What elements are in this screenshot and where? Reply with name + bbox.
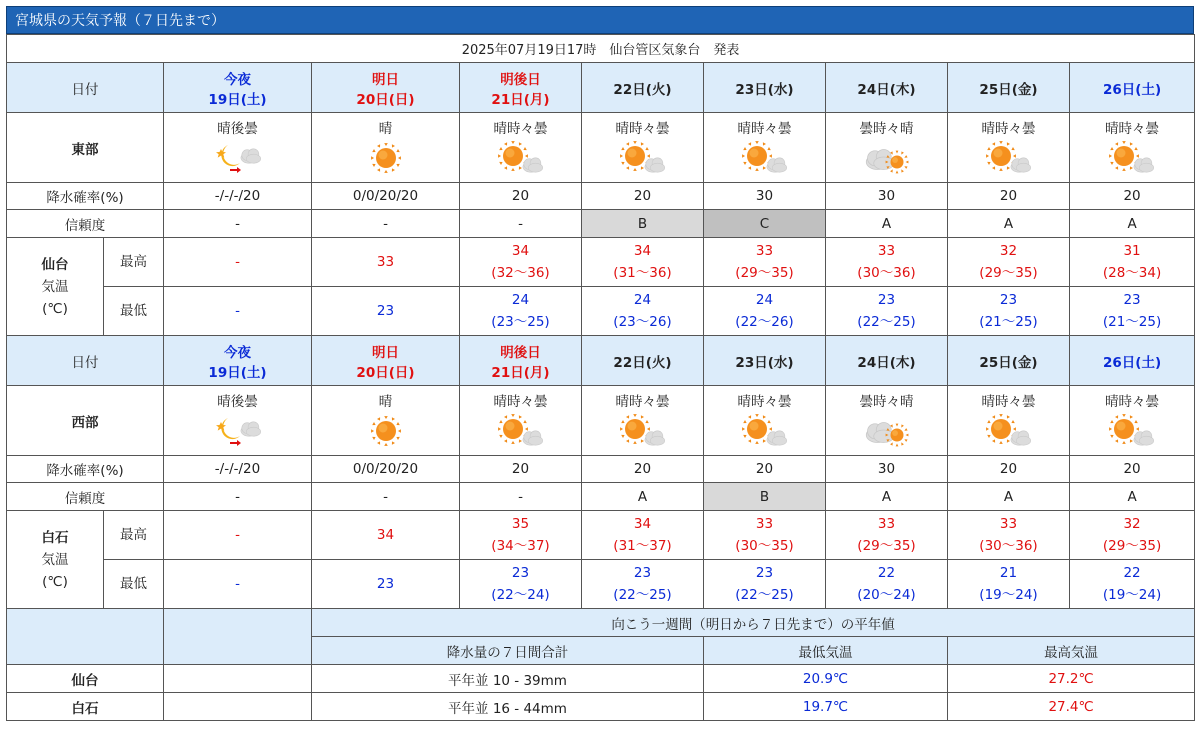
max-temp-value: -	[235, 527, 240, 543]
day-name: 明日	[372, 344, 399, 361]
pop-value: 20	[1070, 183, 1195, 210]
weather-text: 晴時々曇	[737, 393, 792, 410]
sun-cloud-icon	[704, 141, 825, 175]
min-temp-value: 23	[755, 565, 774, 581]
weather-cell	[460, 386, 582, 456]
sun-cloud-icon	[704, 414, 825, 448]
temp-city-label	[7, 238, 104, 336]
max-temp-value: 31	[1123, 243, 1141, 259]
pop-value: 20	[704, 456, 826, 483]
day-date: 24日(木)	[857, 354, 916, 371]
weather-text: 曇時々晴	[859, 120, 914, 137]
normals-min: 20.9℃	[704, 665, 948, 693]
forecast-table	[6, 34, 1195, 721]
max-temp-cell	[704, 238, 826, 287]
sun-icon	[312, 141, 459, 175]
temp-label: 気温	[41, 278, 69, 295]
normals-precip-head: 降水量の７日間合計	[312, 637, 704, 665]
reliability-row	[7, 210, 1195, 238]
max-temp-value: 34	[376, 527, 395, 543]
min-temp-value: 23	[633, 565, 652, 581]
day-header	[164, 63, 312, 113]
date-label: 日付	[7, 63, 164, 113]
sun-cloud-icon	[1070, 141, 1194, 175]
min-label: 最低	[104, 560, 164, 609]
max-temp-range: (28〜34)	[1102, 265, 1162, 281]
min-temp-value: 24	[755, 292, 774, 308]
day-header	[948, 63, 1070, 113]
city-name: 白石	[41, 529, 69, 546]
weather-cell	[704, 386, 826, 456]
pop-value: 0/0/20/20	[312, 456, 460, 483]
max-label: 最高	[104, 511, 164, 560]
day-name: 明後日	[500, 344, 541, 361]
sun-cloud-icon	[460, 414, 581, 448]
weather-text: 晴後曇	[217, 393, 258, 410]
day-header	[312, 63, 460, 113]
reliability-value: B	[582, 210, 704, 238]
min-temp-value: 24	[633, 292, 652, 308]
pop-label: 降水確率(%)	[7, 456, 164, 483]
max-temp-cell	[312, 511, 460, 560]
day-header	[826, 63, 948, 113]
min-temp-row	[7, 560, 1195, 609]
min-temp-range: (23〜25)	[491, 314, 550, 330]
reliability-value: -	[164, 483, 312, 511]
reliability-value: -	[460, 483, 582, 511]
max-temp-cell	[460, 511, 582, 560]
date-header-row	[7, 63, 1195, 113]
day-header	[704, 63, 826, 113]
min-temp-value: 22	[877, 565, 896, 581]
min-temp-cell	[312, 287, 460, 336]
max-temp-value: 34	[511, 243, 530, 259]
normals-min: 19.7℃	[704, 693, 948, 721]
max-temp-value: 33	[999, 516, 1018, 532]
min-temp-cell	[948, 287, 1070, 336]
min-temp-cell	[582, 287, 704, 336]
max-temp-cell	[460, 238, 582, 287]
max-temp-cell	[948, 511, 1070, 560]
max-temp-value: 34	[633, 516, 652, 532]
date-label: 日付	[7, 336, 164, 386]
max-temp-cell	[948, 238, 1070, 287]
min-temp-range: (19〜24)	[979, 587, 1038, 603]
weather-text: 晴時々曇	[615, 393, 670, 410]
temp-unit: (℃)	[42, 300, 68, 317]
weather-text: 晴時々曇	[1105, 120, 1160, 137]
max-temp-range: (30〜36)	[857, 265, 916, 281]
reliability-value: B	[704, 483, 826, 511]
max-temp-row	[7, 511, 1195, 560]
weather-cell	[460, 113, 582, 183]
day-header	[312, 336, 460, 386]
pop-value: 20	[1070, 456, 1195, 483]
max-temp-cell	[582, 238, 704, 287]
sun-cloud-icon	[948, 141, 1069, 175]
day-header	[460, 336, 582, 386]
normals-blank	[164, 609, 312, 665]
min-temp-row	[7, 287, 1195, 336]
sun-icon	[312, 414, 459, 448]
min-temp-value: 23	[376, 576, 395, 592]
day-date: 20日(日)	[356, 364, 415, 381]
reliability-label: 信頼度	[7, 210, 164, 238]
max-label: 最高	[104, 238, 164, 287]
min-temp-cell	[312, 560, 460, 609]
day-header	[1070, 336, 1195, 386]
reliability-value: A	[948, 483, 1070, 511]
day-date: 20日(日)	[356, 91, 415, 108]
page-title: 宮城県の天気予報（７日先まで）	[6, 6, 1194, 34]
min-temp-cell	[582, 560, 704, 609]
pop-value: 20	[582, 456, 704, 483]
weather-cell	[582, 386, 704, 456]
weather-cell	[582, 113, 704, 183]
pop-value: 30	[826, 183, 948, 210]
pop-value: 20	[460, 183, 582, 210]
max-temp-value: 33	[877, 516, 896, 532]
reliability-value: -	[460, 210, 582, 238]
min-temp-value: 24	[511, 292, 530, 308]
min-temp-value: 23	[999, 292, 1018, 308]
day-header	[1070, 63, 1195, 113]
min-temp-value: 23	[511, 565, 530, 581]
max-temp-cell	[826, 238, 948, 287]
weather-text: 晴時々曇	[615, 120, 670, 137]
min-temp-cell	[948, 560, 1070, 609]
min-temp-range: (22〜25)	[857, 314, 916, 330]
weather-row	[7, 113, 1195, 183]
city-name: 仙台	[41, 256, 69, 273]
weather-cell	[704, 113, 826, 183]
normals-precip: 平年並 16 - 44mm	[312, 693, 704, 721]
max-temp-row	[7, 238, 1195, 287]
day-header	[460, 63, 582, 113]
max-temp-cell	[312, 238, 460, 287]
normals-empty	[164, 665, 312, 693]
max-temp-range: (31〜37)	[613, 538, 672, 554]
day-name: 明日	[372, 71, 399, 88]
sun-cloud-icon	[582, 414, 703, 448]
normals-min-head: 最低気温	[704, 637, 948, 665]
min-temp-cell	[460, 560, 582, 609]
min-temp-cell	[704, 560, 826, 609]
max-temp-cell	[582, 511, 704, 560]
day-date: 19日(土)	[208, 91, 267, 108]
reliability-value: A	[948, 210, 1070, 238]
weather-text: 晴時々曇	[493, 120, 548, 137]
max-temp-range: (32〜36)	[491, 265, 550, 281]
reliability-row	[7, 483, 1195, 511]
reliability-label: 信頼度	[7, 483, 164, 511]
max-temp-cell	[1070, 511, 1195, 560]
day-date: 26日(土)	[1102, 354, 1162, 371]
pop-row	[7, 456, 1195, 483]
weather-text: 晴時々曇	[981, 120, 1036, 137]
max-temp-range: (29〜35)	[857, 538, 916, 554]
max-temp-value: 32	[999, 243, 1018, 259]
weather-cell	[948, 113, 1070, 183]
max-temp-value: 35	[511, 516, 530, 532]
pop-value: 20	[460, 456, 582, 483]
day-name: 明後日	[500, 71, 541, 88]
day-date: 22日(火)	[613, 81, 672, 98]
max-temp-cell	[704, 511, 826, 560]
pop-value: 20	[948, 183, 1070, 210]
weather-cell	[948, 386, 1070, 456]
weather-row	[7, 386, 1195, 456]
max-temp-cell	[1070, 238, 1195, 287]
moon-then-cloud-icon	[164, 141, 311, 175]
min-label: 最低	[104, 287, 164, 336]
weather-cell	[826, 113, 948, 183]
weather-text: 晴時々曇	[981, 393, 1036, 410]
pop-row	[7, 183, 1195, 210]
min-temp-range: (22〜25)	[613, 587, 672, 603]
max-temp-value: 32	[1123, 516, 1141, 532]
day-date: 23日(水)	[735, 354, 794, 371]
normals-row	[7, 693, 1195, 721]
day-date: 22日(火)	[613, 354, 672, 371]
cloud-sun-icon	[826, 414, 947, 448]
min-temp-range: (20〜24)	[857, 587, 916, 603]
weather-cell	[164, 386, 312, 456]
min-temp-range: (19〜24)	[1102, 587, 1162, 603]
min-temp-cell	[1070, 287, 1195, 336]
reliability-value: -	[312, 483, 460, 511]
weather-text: 晴時々曇	[1105, 393, 1160, 410]
max-temp-value: -	[235, 254, 240, 270]
reliability-value: A	[1070, 210, 1195, 238]
normals-city: 仙台	[7, 665, 164, 693]
min-temp-value: 23	[877, 292, 896, 308]
max-temp-value: 33	[755, 243, 774, 259]
normals-empty	[164, 693, 312, 721]
announcement: 2025年07月19日17時 仙台管区気象台 発表	[7, 35, 1195, 63]
min-temp-range: (22〜26)	[735, 314, 794, 330]
min-temp-range: (22〜24)	[491, 587, 550, 603]
max-temp-range: (29〜35)	[1102, 538, 1162, 554]
min-temp-cell	[826, 287, 948, 336]
normals-max: 27.2℃	[948, 665, 1195, 693]
day-date: 23日(水)	[735, 81, 794, 98]
weather-cell	[312, 386, 460, 456]
region-name: 東部	[7, 113, 164, 183]
day-header	[948, 336, 1070, 386]
sun-cloud-icon	[1070, 414, 1194, 448]
min-temp-value: 22	[1123, 565, 1141, 581]
sun-cloud-icon	[582, 141, 703, 175]
normals-heading-row	[7, 609, 1195, 637]
moon-then-cloud-icon	[164, 414, 311, 448]
min-temp-value: -	[235, 576, 240, 592]
pop-value: 0/0/20/20	[312, 183, 460, 210]
reliability-value: A	[826, 210, 948, 238]
day-date: 26日(土)	[1102, 81, 1162, 98]
max-temp-cell	[826, 511, 948, 560]
normals-corner	[7, 609, 164, 665]
cloud-sun-icon	[826, 141, 947, 175]
weather-text: 晴時々曇	[493, 393, 548, 410]
min-temp-range: (23〜26)	[613, 314, 672, 330]
pop-value: -/-/-/20	[164, 183, 312, 210]
reliability-value: A	[582, 483, 704, 511]
day-header	[704, 336, 826, 386]
sun-cloud-icon	[460, 141, 581, 175]
reliability-value: A	[1070, 483, 1195, 511]
min-temp-cell	[826, 560, 948, 609]
min-temp-cell	[164, 287, 312, 336]
weather-text: 晴	[378, 120, 393, 137]
max-temp-cell	[164, 238, 312, 287]
max-temp-range: (31〜36)	[613, 265, 672, 281]
normals-max: 27.4℃	[948, 693, 1195, 721]
max-temp-value: 33	[376, 254, 395, 270]
day-date: 21日(月)	[491, 364, 550, 381]
normals-precip: 平年並 10 - 39mm	[312, 665, 704, 693]
min-temp-cell	[704, 287, 826, 336]
day-date: 25日(金)	[979, 81, 1038, 98]
weather-cell	[1070, 113, 1195, 183]
day-date: 25日(金)	[979, 354, 1038, 371]
min-temp-cell	[164, 560, 312, 609]
pop-value: 30	[704, 183, 826, 210]
max-temp-range: (34〜37)	[491, 538, 550, 554]
reliability-value: A	[826, 483, 948, 511]
reliability-value: -	[312, 210, 460, 238]
pop-value: 20	[582, 183, 704, 210]
min-temp-value: 23	[376, 303, 395, 319]
temp-label: 気温	[41, 551, 69, 568]
normals-row	[7, 665, 1195, 693]
weather-cell	[1070, 386, 1195, 456]
min-temp-cell	[1070, 560, 1195, 609]
pop-label: 降水確率(%)	[7, 183, 164, 210]
day-date: 24日(木)	[857, 81, 916, 98]
weather-cell	[312, 113, 460, 183]
day-name: 今夜	[224, 71, 251, 88]
reliability-value: C	[704, 210, 826, 238]
min-temp-value: 21	[999, 565, 1018, 581]
normals-heading: 向こう一週間（明日から７日先まで）の平年値	[312, 609, 1195, 637]
max-temp-value: 34	[633, 243, 652, 259]
max-temp-value: 33	[755, 516, 774, 532]
day-header	[582, 63, 704, 113]
normals-city: 白石	[7, 693, 164, 721]
weather-cell	[826, 386, 948, 456]
weather-text: 晴後曇	[217, 120, 258, 137]
max-temp-range: (29〜35)	[735, 265, 794, 281]
min-temp-range: (21〜25)	[979, 314, 1038, 330]
day-header	[164, 336, 312, 386]
region-name: 西部	[7, 386, 164, 456]
max-temp-range: (30〜36)	[979, 538, 1038, 554]
temp-city-label	[7, 511, 104, 609]
date-header-row	[7, 336, 1195, 386]
weather-text: 晴時々曇	[737, 120, 792, 137]
pop-value: 30	[826, 456, 948, 483]
max-temp-cell	[164, 511, 312, 560]
min-temp-cell	[460, 287, 582, 336]
max-temp-range: (30〜35)	[735, 538, 794, 554]
min-temp-range: (22〜25)	[735, 587, 794, 603]
pop-value: 20	[948, 456, 1070, 483]
min-temp-range: (21〜25)	[1102, 314, 1162, 330]
temp-unit: (℃)	[42, 573, 68, 590]
day-date: 19日(土)	[208, 364, 267, 381]
min-temp-value: -	[235, 303, 240, 319]
pop-value: -/-/-/20	[164, 456, 312, 483]
weather-cell	[164, 113, 312, 183]
reliability-value: -	[164, 210, 312, 238]
day-header	[826, 336, 948, 386]
sun-cloud-icon	[948, 414, 1069, 448]
weather-text: 晴	[378, 393, 393, 410]
day-header	[582, 336, 704, 386]
normals-max-head: 最高気温	[948, 637, 1195, 665]
max-temp-range: (29〜35)	[979, 265, 1038, 281]
day-name: 今夜	[224, 344, 251, 361]
day-date: 21日(月)	[491, 91, 550, 108]
min-temp-value: 23	[1123, 292, 1141, 308]
weather-text: 曇時々晴	[859, 393, 914, 410]
max-temp-value: 33	[877, 243, 896, 259]
